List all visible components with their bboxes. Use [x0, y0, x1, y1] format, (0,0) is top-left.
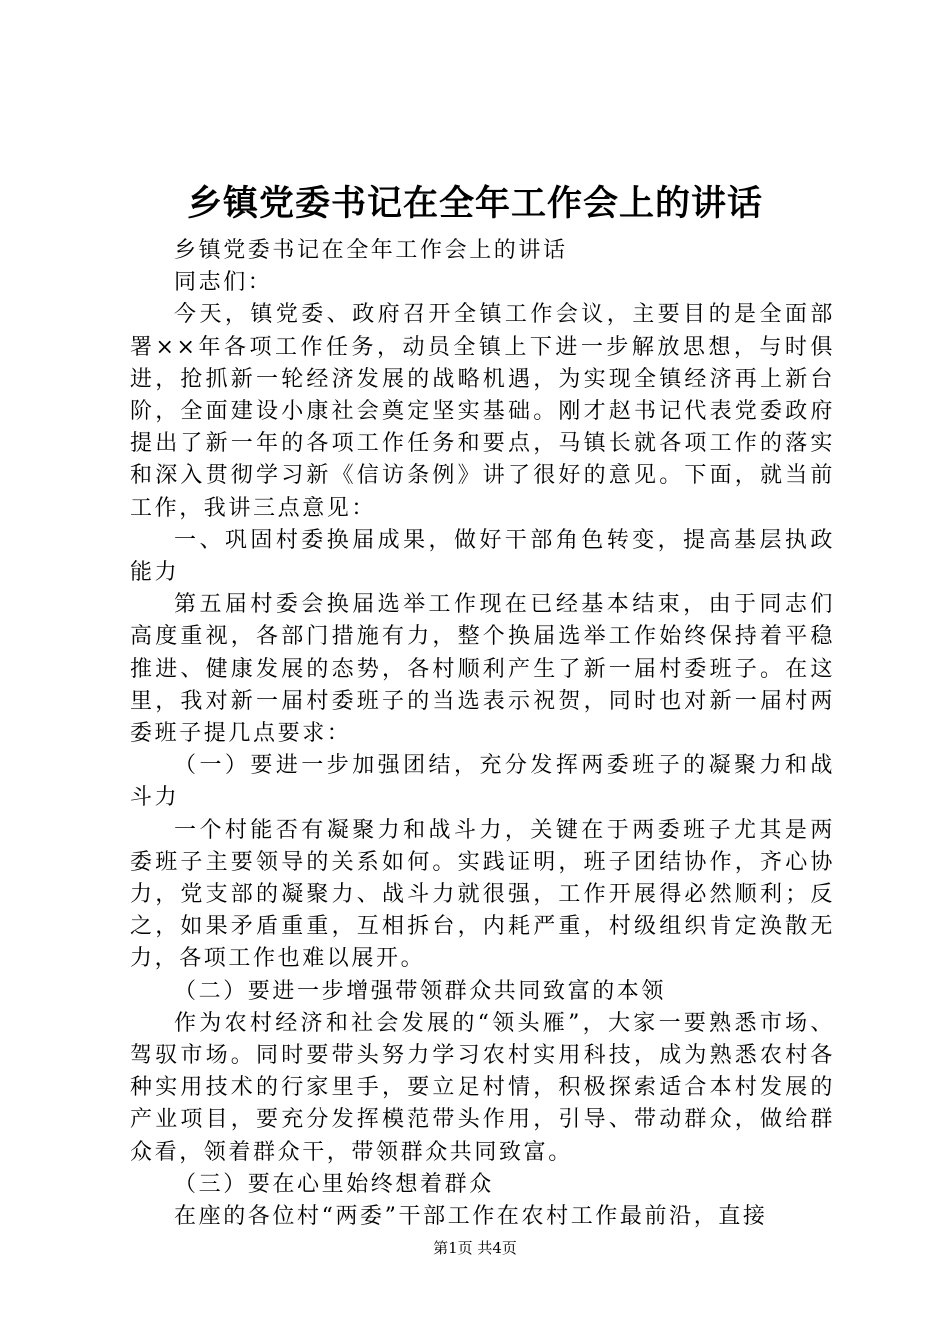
- section-heading-1: 一、巩固村委换届成果，做好干部角色转变，提高基层执政能力: [130, 527, 835, 586]
- subheading-3: （三）要在心里始终想着群众: [174, 1171, 494, 1197]
- paragraph-prosperity: 作为农村经济和社会发展的“领头雁”，大家一要熟悉市场、驾驭市场。同时要带头努力学习农村实用科技，成为熟悉农村各种实用技术的行家里手，要立足村情，积极探索适合本村发展的产业项目，要充分发挥模范带头作用，引导、带动群众，做给群众看，领着群众干，带领群众共同致富。: [130, 1010, 835, 1165]
- paragraph-intro: 今天，镇党委、政府召开全镇工作会议，主要目的是全面部署××年各项工作任务，动员全镇上下进一步解放思想，与时俱进，抢抓新一轮经济发展的战略机遇，为实现全镇经济再上新台阶，全面建设小康社会奠定坚实基础。刚才赵书记代表党委政府提出了新一年的各项工作任务和要点，马镇长就各项工作的落实和深入贯彻学习新《信访条例》讲了很好的意见。下面，就当前工作，我讲三点意见：: [130, 302, 835, 521]
- paragraph-unity: 一个村能否有凝聚力和战斗力，关键在于两委班子尤其是两委班子主要领导的关系如何。实践证明，班子团结协作，齐心协力，党支部的凝聚力、战斗力就很强，工作开展得必然顺利；反之，如果矛盾重重，互相拆台，内耗严重，村级组织肯定涣散无力，各项工作也难以展开。: [130, 817, 835, 972]
- paragraph-salutation: 同志们：: [174, 270, 273, 296]
- document-title: 乡镇党委书记在全年工作会上的讲话: [186, 184, 763, 224]
- paragraph-subtitle: 乡镇党委书记在全年工作会上的讲话: [174, 238, 568, 263]
- subheading-1: （一）要进一步加强团结，充分发挥两委班子的凝聚力和战斗力: [130, 753, 835, 811]
- page-indicator: 第1页 共4页: [433, 1239, 517, 1257]
- paragraph-election: 第五届村委会换届选举工作现在已经基本结束，由于同志们高度重视，各部门措施有力，整个换届选举工作始终保持着平稳推进、健康发展的态势，各村顺利产生了新一届村委班子。在这里，我对新一届村委班子的当选表示祝贺，同时也对新一届村两委班子提几点要求：: [130, 592, 835, 747]
- subheading-2: （二）要进一步增强带领群众共同致富的本领: [174, 978, 667, 1004]
- document-body: [130, 235, 835, 1233]
- paragraph-frontline: 在座的各位村“两委”干部工作在农村工作最前沿，直接: [174, 1204, 768, 1230]
